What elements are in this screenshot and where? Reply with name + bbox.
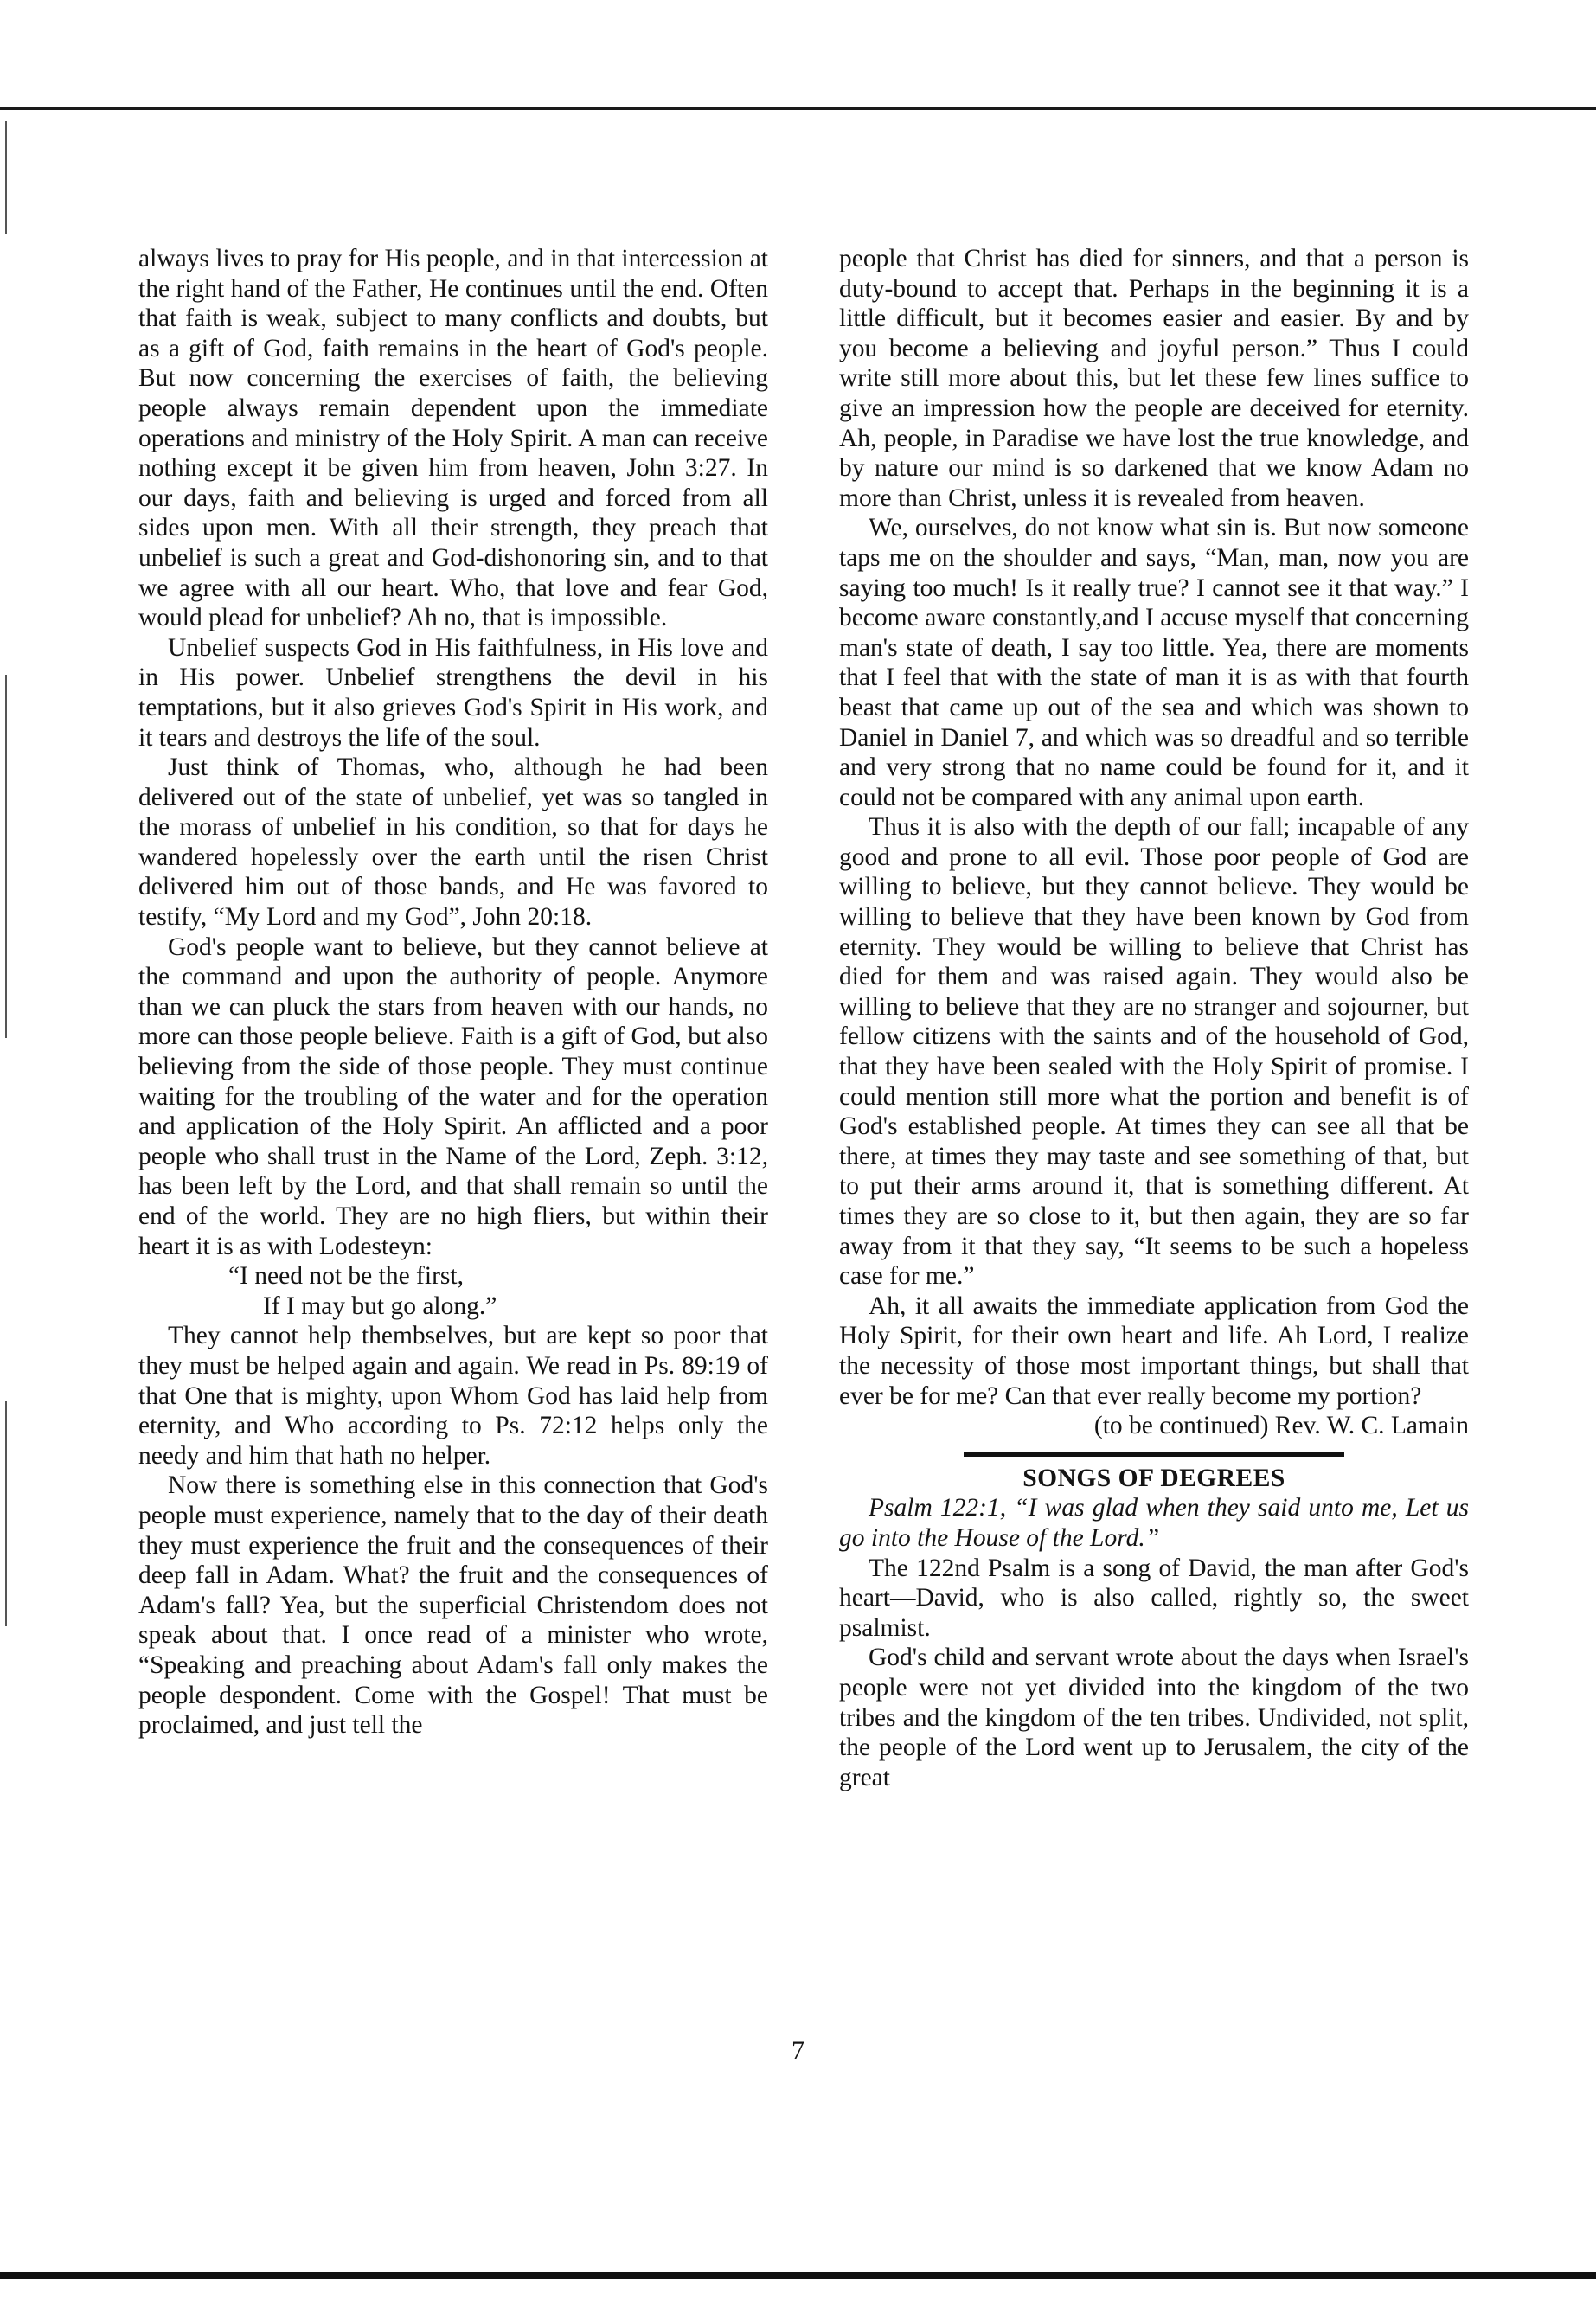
section-heading: SONGS OF DEGREES: [1022, 1464, 1285, 1492]
paragraph: Unbelief suspects God in His faithfulness, in His love and in His power. Unbelief strengthens the devil in his temptations, but it also grieves God's Spirit in His work, and it tears and destroys the life of the soul.: [138, 633, 768, 752]
author-signoff: (to be continued) Rev. W. C. Lamain: [1093, 1412, 1469, 1440]
paragraph: God's child and servant wrote about the days when Israel's people were not yet divided into the kingdom of the two tribes and the kingdom of the ten tribes. Undivided, not split, the people of the Lord went up to Jerusalem, the city of the great: [839, 1644, 1469, 1791]
paragraph: The 122nd Psalm is a song of David, the man after God's heart—David, who is also called, rightly so, the sweet psalmist.: [839, 1554, 1469, 1642]
paragraph: Thus it is also with the depth of our fall; incapable of any good and prone to all evil. Those poor people of God are willing to believe, but they cannot believe. They would be willing to believe that they have been known by God from eternity. They would be willing to believe that Christ has died for them and was raised again. They would also be willing to believe that they are no stranger and sojourner, but fellow citizens with the saints and of the household of God, that they have been sealed with the Holy Spirit of promise. I could mention still more what the portion and benefit is of God's established people. At times they can see all that be there, at times they may taste and see something of that, but to put their arms around it, that is something different. At times they are so close to it, but then again, they are so far away from it that they say, “It seems to be such a hopeless case for me.”: [839, 813, 1469, 1291]
poem-line: If I may but go along.”: [263, 1292, 497, 1320]
bottom-rule: [0, 2272, 1596, 2279]
left-edge-line: [5, 675, 7, 1038]
left-column: [138, 244, 768, 1740]
paragraph: Now there is something else in this connection that God's people must experience, namely that to the day of their death they must experience the fruit and the consequences of their deep fall in Adam. What? the fruit and the consequences of Adam's fall? Yea, but the superficial Christendom does not speak about that. I once read of a minister who wrote, “Speaking and preaching about Adam's fall only makes the people despondent. Come with the Gospel! That must be proclaimed, and just tell the: [138, 1471, 768, 1740]
paragraph: people that Christ has died for sinners, and that a person is duty-bound to accept that. Perhaps in the beginning it is a little difficult, but it becomes easier and easier. By and by you become a believing and joyful person.” Thus I could write still more about this, but let these few lines suffice to give an impression how the people are deceived for eternity. Ah, people, in Paradise we have lost the true knowledge, and by nature our mind is so darkened that we know Adam no more than Christ, unless it is revealed from heaven.: [839, 245, 1469, 512]
poem-line: “I need not be the first,: [228, 1262, 464, 1291]
paragraph: They cannot help thembselves, but are kept so poor that they must be helped again and again. We read in Ps. 89:19 of that One that is mighty, upon Whom God has laid help from eternity, and Who according to Ps. 72:12 helps only the needy and him that hath no helper.: [138, 1322, 768, 1470]
paragraph: always lives to pray for His people, and in that intercession at the right hand of the Father, He continues until the end. Often that faith is weak, subject to many conflicts and doubts, but as a gift of God, faith remains in the heart of God's people. But now concerning the exercises of faith, the believing people always remain dependent upon the immediate operations and ministry of the Holy Spirit. A man can receive nothing except it be given him from heaven, John 3:27. In our days, faith and believing is urged and forced from all sides upon men. With all their strength, they preach that unbelief is such a great and God-dishonoring sin, and to that we agree with all our heart. Who, that love and fear God, would plead for unbelief? Ah no, that is impossible.: [138, 245, 768, 632]
right-column: [839, 244, 1469, 1792]
paragraph: Ah, it all awaits the immediate application from God the Holy Spirit, for their own heart and life. Ah Lord, I realize the necessity of those most important things, but shall that ever be for me? Can that ever really become my portion?: [839, 1292, 1469, 1410]
poem-quote: [138, 1261, 768, 1321]
left-edge-line: [5, 1401, 7, 1626]
page-number: 7: [792, 2036, 804, 2065]
left-edge-line: [5, 121, 7, 234]
paragraph: Just think of Thomas, who, although he had been delivered out of the state of unbelief, yet was so tangled in the morass of unbelief in his condition, so that for days he wandered hopelessly over the earth until the risen Christ delivered him out of those bands, and He was favored to testify, “My Lord and my God”, John 20:18.: [138, 753, 768, 932]
paragraph: God's people want to believe, but they cannot believe at the command and upon the authority of people. Anymore than we can pluck the stars from heaven with our hands, no more can those people believe. Faith is a gift of God, but also believing from the side of those people. They must continue waiting for the troubling of the water and for the operation and application of the Holy Spirit. An afflicted and a poor people who shall trust in the Name of the Lord, Zeph. 3:12, has been left by the Lord, and that shall remain so until the end of the world. They are no high fliers, but within their heart it is as with Lodesteyn:: [138, 933, 768, 1260]
section-divider: [964, 1452, 1344, 1457]
paragraph: We, ourselves, do not know what sin is. But now someone taps me on the shoulder and says, “Man, man, now you are saying too much! Is it really true? I cannot see it that way.” I become aware constantly,and I accuse myself that concerning man's state of death, I say too little. Yea, there are moments that I feel that with the state of man it is as with that fourth beast that came up out of the sea and which was shown to Daniel in Daniel 7, and which was so dreadful and so terrible and very strong that no name could be found for it, and it could not be compared with any animal upon earth.: [839, 514, 1469, 811]
psalm-reference: Psalm 122:1, “I was glad when they said unto me, Let us go into the House of the Lord.”: [839, 1494, 1469, 1552]
top-rule: [0, 107, 1596, 110]
